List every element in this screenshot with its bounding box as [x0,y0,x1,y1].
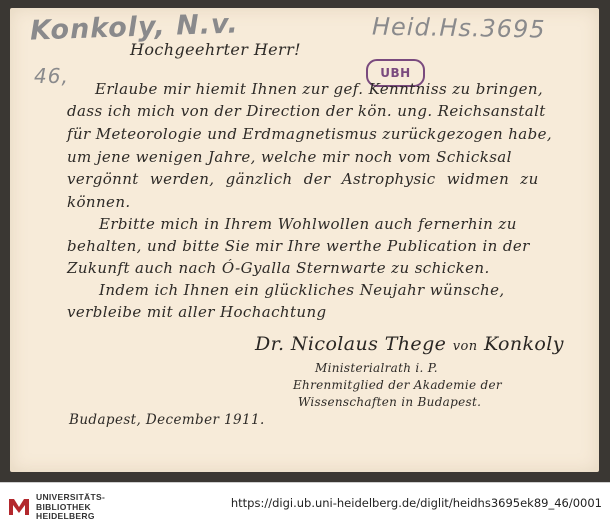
signature-prefix: Dr. Nicolaus Thege [255,333,447,355]
body-line: Erlaube mir hiemit Ihnen zur gef. Kenntniss zu bringen, [95,80,544,98]
body-line: verbleibe mit aller Hochachtung [67,303,327,321]
body-line: Zukunft auch nach Ó-Gyalla Sternwarte zu schicken. [67,259,490,277]
library-stamp: UBH [366,59,425,87]
title-line: Wissenschaften in Budapest. [298,395,482,409]
pencil-annotation-name: Konkoly, N.v. [29,8,240,47]
signature [255,333,564,355]
place-date: Budapest, December 1911. [69,412,265,428]
body-line: behalten, und bitte Sie mir Ihre werthe Publication in der [67,237,530,255]
body-line: um jene wenigen Jahre, welche mir noch vom Schicksal [67,148,512,166]
footer-bar [0,482,610,530]
title-line: Ehrenmitglied der Akademie der [293,378,502,392]
pencil-annotation-shelfmark: Heid.Hs.3695 [371,12,546,44]
body-line: für Meteorologie und Erdmagnetismus zurückgezogen habe, [67,125,553,143]
library-name: UNIVERSITÄTS- BIBLIOTHEK HEIDELBERG [36,492,106,521]
permalink-url[interactable]: https://digi.ub.uni-heidelberg.de/diglit/heidhs3695ek89_46/0001 [230,496,602,510]
body-line: dass ich mich von der Direction der kön. ung. Reichsanstalt [67,102,546,120]
signature-particle: von [452,339,478,354]
body-line: können. [67,193,131,211]
body-line: Indem ich Ihnen ein glückliches Neujahr wünsche, [99,281,505,299]
pencil-annotation-number: 46, [34,64,69,88]
signature-surname: Konkoly [483,333,564,355]
university-library-logo-icon[interactable] [6,493,32,519]
body-line: vergönnt werden, gänzlich der Astrophysic widmen zu [67,170,539,188]
letter-card [10,8,599,472]
body-line: Erbitte mich in Ihrem Wohlwollen auch fernerhin zu [99,215,517,233]
salutation: Hochgeehrter Herr! [130,40,301,59]
title-line: Ministerialrath i. P. [315,361,438,375]
